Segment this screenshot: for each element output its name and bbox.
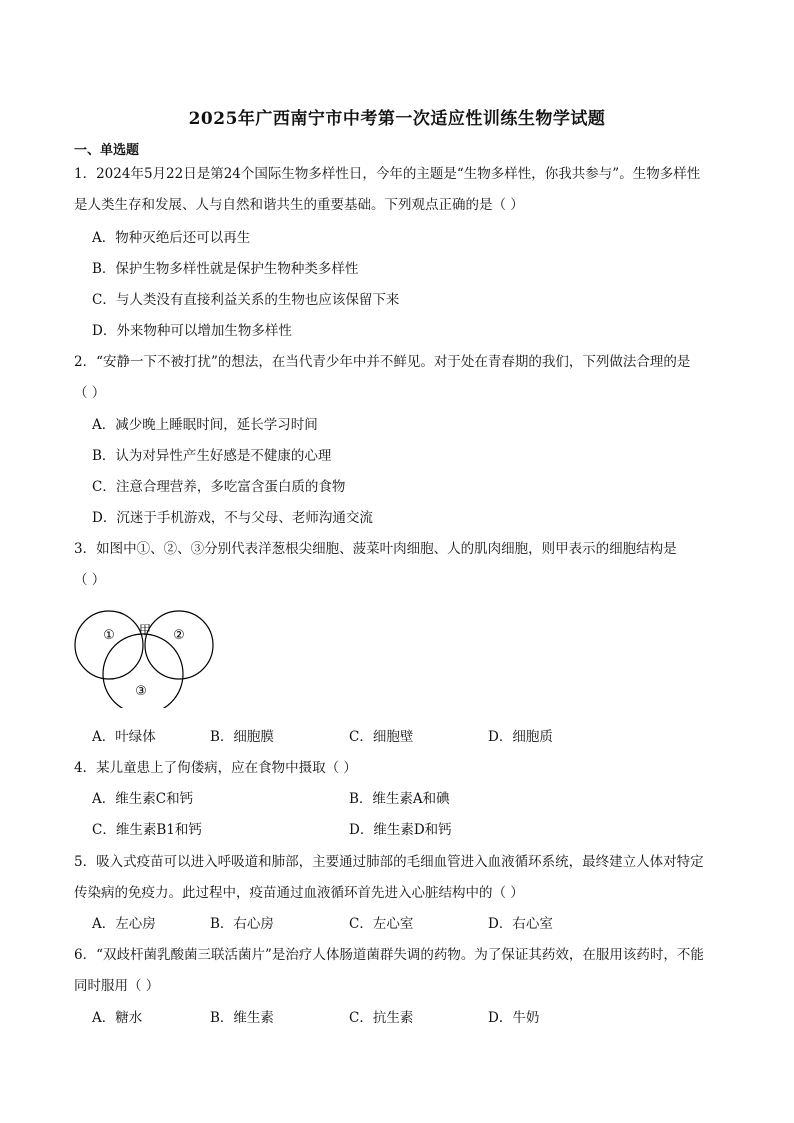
- q6-stem-line-1: 6．“双歧杆菌乳酸菌三联活菌片”是治疗人体肠道菌群失调的药物。为了保证其药效，在服用该药时，不能: [74, 947, 704, 963]
- q3-stem-line-1: 3．如图中①、②、③分别代表洋葱根尖细胞、菠菜叶肉细胞、人的肌肉细胞，则甲表示的细胞结构是: [74, 541, 677, 557]
- q6-option-c: C．抗生素: [349, 1010, 414, 1026]
- q1-option-c: C．与人类没有直接利益关系的生物也应该保留下来: [92, 292, 400, 308]
- q6-option-a: A．糖水: [92, 1010, 143, 1026]
- q5-option-b: B．右心房: [210, 916, 274, 932]
- exam-title: 2025年广西南宁市中考第一次适应性训练生物学试题: [188, 109, 606, 129]
- q5-stem-line-1: 5．吸入式疫苗可以进入呼吸道和肺部，主要通过肺部的毛细血管进入血液循环系统，最终建立人体对特定: [74, 854, 704, 870]
- q6-option-d: D．牛奶: [488, 1010, 540, 1026]
- q2-option-c: C．注意合理营养，多吃富含蛋白质的食物: [92, 479, 346, 495]
- q2-stem-line-2: （ ）: [74, 385, 106, 401]
- circle-1: [75, 611, 143, 679]
- label-circle-2: ②: [173, 628, 185, 643]
- q3-option-a: A．叶绿体: [92, 729, 156, 745]
- q3-stem-line-2: （ ）: [74, 572, 106, 588]
- label-circle-1: ①: [103, 628, 115, 643]
- q5-option-a: A．左心房: [92, 916, 156, 932]
- q1-option-d: D．外来物种可以增加生物多样性: [92, 323, 292, 339]
- q4-stem-line-1: 4．某儿童患上了佝偻病，应在食物中摄取（ ）: [74, 760, 357, 776]
- q3-option-b: B．细胞膜: [210, 729, 274, 745]
- q4-option-d: D．维生素D和钙: [349, 822, 452, 838]
- q2-option-d: D．沉迷于手机游戏，不与父母、老师沟通交流: [92, 510, 373, 526]
- q1-stem-line-2: 是人类生存和发展、人与自然和谐共生的重要基础。下列观点正确的是（ ）: [74, 197, 524, 213]
- q1-option-a: A．物种灭绝后还可以再生: [92, 230, 251, 246]
- q3-option-c: C．细胞壁: [349, 729, 414, 745]
- q1-option-b: B．保护生物多样性就是保护生物种类多样性: [92, 261, 359, 277]
- q5-option-d: D．右心室: [488, 916, 553, 932]
- q1-stem-line-1: 1．2024年5月22日是第24个国际生物多样性日，今年的主题是“生物多样性，你我共参与”。生物多样性: [74, 166, 701, 182]
- q6-option-b: B．维生素: [210, 1010, 274, 1026]
- venn-diagram: [74, 598, 224, 712]
- q6-stem-line-2: 同时服用（ ）: [74, 978, 160, 994]
- q2-option-b: B．认为对异性产生好感是不健康的心理: [92, 448, 332, 464]
- q5-option-c: C．左心室: [349, 916, 414, 932]
- q2-option-a: A．减少晚上睡眠时间，延长学习时间: [92, 417, 318, 433]
- section-heading: 一、单选题: [74, 143, 140, 158]
- label-circle-3: ③: [135, 684, 147, 699]
- q5-stem-line-2: 传染病的免疫力。此过程中，疫苗通过血液循环首先进入心脏结构中的（ ）: [74, 885, 524, 901]
- q4-option-b: B．维生素A和碘: [349, 791, 450, 807]
- q2-stem-line-1: 2．“安静一下不被打扰”的想法，在当代青少年中并不鲜见。对于处在青春期的我们，下列做法合理的是: [74, 354, 691, 370]
- q3-option-d: D．细胞质: [488, 729, 553, 745]
- q4-option-a: A．维生素C和钙: [92, 791, 194, 807]
- circle-2: [145, 611, 213, 679]
- label-jia: 甲: [138, 623, 152, 637]
- q4-option-c: C．维生素B1和钙: [92, 822, 202, 838]
